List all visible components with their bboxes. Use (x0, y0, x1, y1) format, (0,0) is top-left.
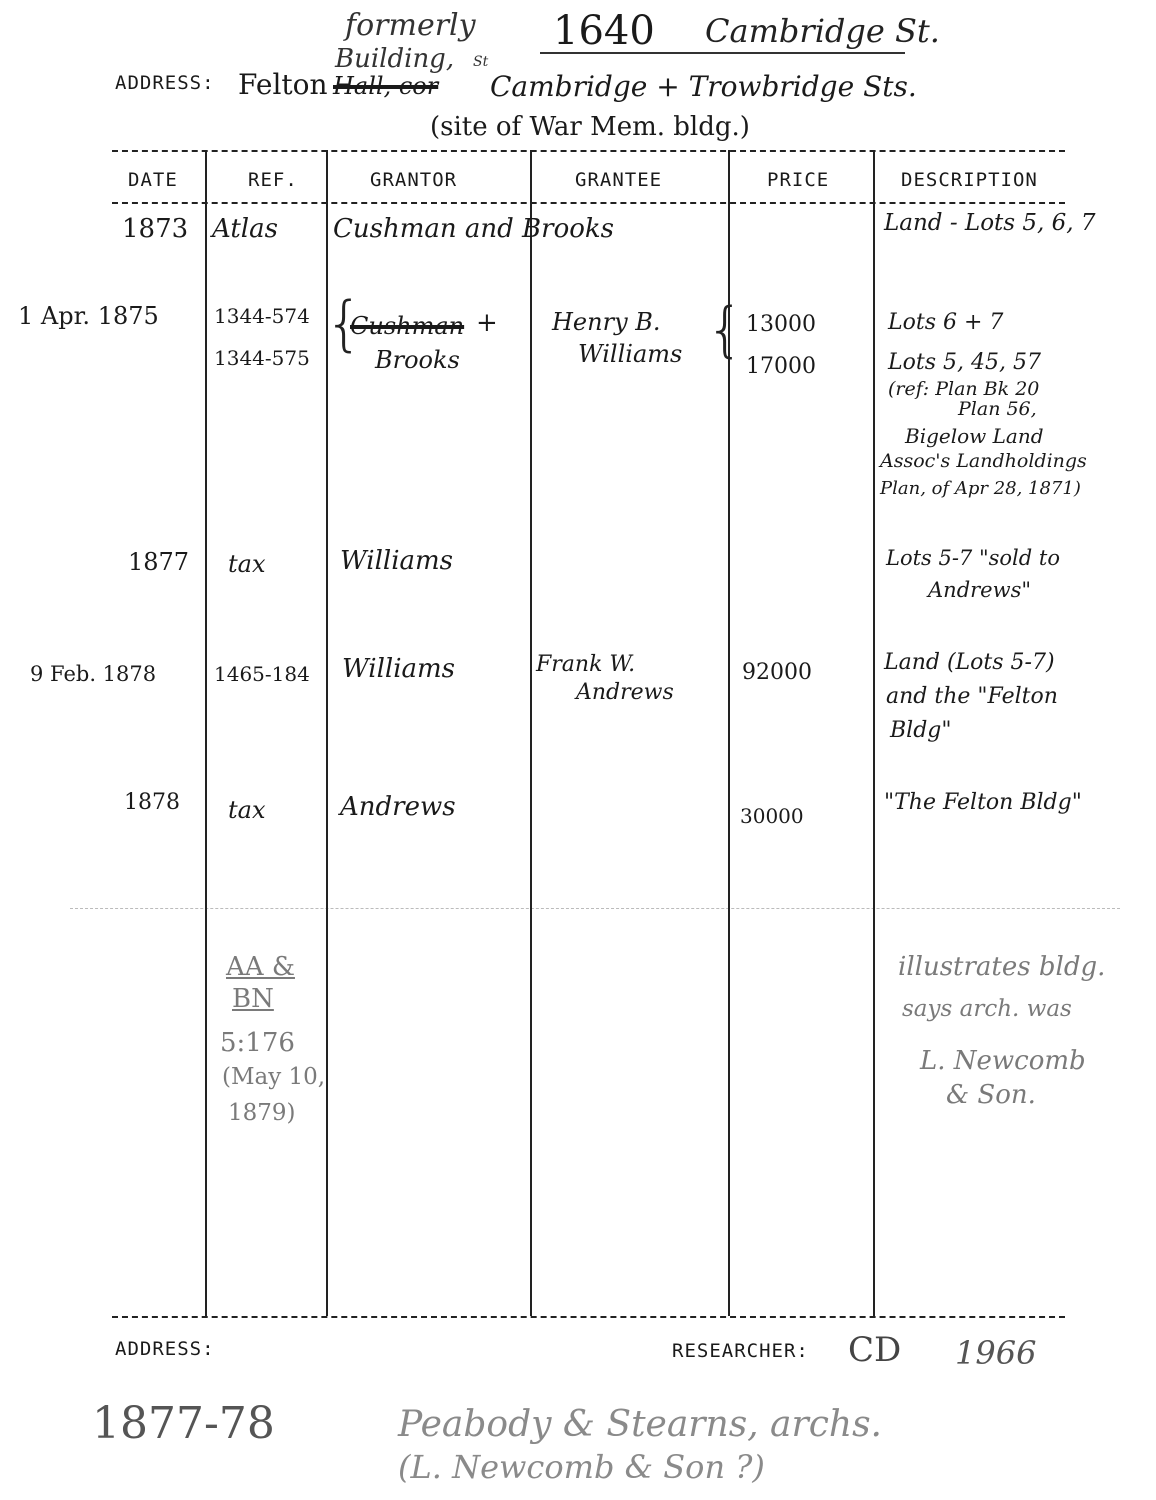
row3-ref: tax (228, 550, 266, 578)
row2-grantee-2: Williams (578, 340, 683, 368)
col-header-price: PRICE (767, 169, 830, 191)
row2-price-1: 13000 (746, 312, 816, 337)
row2-description-6: Assoc's Landholdings (880, 450, 1087, 472)
row2-grantee-1: Henry B. (552, 308, 661, 336)
table-bottom-rule (112, 1316, 1065, 1318)
row4-description-2: and the "Felton (886, 684, 1058, 709)
row4-grantor: Williams (342, 654, 456, 684)
col-header-date: DATE (128, 169, 178, 191)
row5-date: 1878 (124, 790, 180, 815)
col-header-description: DESCRIPTION (901, 169, 1038, 191)
col-divider-1 (205, 150, 207, 1316)
row1-date: 1873 (122, 214, 189, 244)
row4-grantee-2: Andrews (576, 680, 674, 705)
row2-description-2: Lots 5, 45, 57 (888, 350, 1041, 375)
pencil-description-2: says arch. was (902, 996, 1072, 1022)
row2-price-2: 17000 (746, 354, 816, 379)
researcher-year: 1966 (955, 1334, 1037, 1372)
row1-grantor: Cushman and Brooks (333, 214, 614, 244)
row2-description-7: Plan, of Apr 28, 1871) (880, 478, 1081, 499)
pencil-ref-1: AA & (226, 952, 295, 982)
col-header-ref: REF. (248, 169, 298, 191)
row2-grantor-plus: + (476, 308, 498, 338)
street-name: Cambridge St. (705, 12, 940, 50)
table-top-rule (112, 150, 1065, 152)
row4-price: 92000 (742, 660, 812, 685)
pencil-ref-2: BN (232, 984, 274, 1014)
row5-description: "The Felton Bldg" (884, 790, 1082, 815)
pencil-ref-5: 1879) (228, 1100, 296, 1126)
section-divider (70, 908, 1120, 909)
row5-price: 30000 (740, 804, 804, 828)
row2-date: 1 Apr. 1875 (18, 302, 159, 330)
pencil-ref-4: (May 10, (222, 1064, 326, 1090)
address-label: ADDRESS: (115, 72, 215, 94)
row2-grantor-struck: Cushman (350, 312, 465, 340)
row3-description-1: Lots 5-7 "sold to (886, 546, 1060, 570)
col-divider-5 (873, 150, 875, 1316)
row2-description-1: Lots 6 + 7 (888, 310, 1004, 335)
header-bottom-rule (112, 202, 1065, 204)
row2-ref-1: 1344-574 (214, 304, 310, 328)
row4-grantee-1: Frank W. (536, 652, 636, 677)
st-insert: St (473, 54, 489, 70)
cross-streets: Cambridge + Trowbridge Sts. (490, 70, 917, 103)
row3-date: 1877 (128, 548, 190, 576)
row3-grantor: Williams (340, 546, 454, 576)
col-divider-3 (530, 150, 532, 1316)
building-name: Felton (238, 68, 328, 101)
struck-text: Hall, cor (333, 72, 439, 100)
site-note: (site of War Mem. bldg.) (430, 112, 750, 142)
row2-description-5: Bigelow Land (905, 424, 1044, 448)
street-number: 1640 (553, 8, 655, 54)
row4-description-3: Bldg" (890, 718, 952, 743)
pencil-description-3: L. Newcomb (920, 1046, 1086, 1076)
row5-ref: tax (228, 796, 266, 824)
price-brace: { (706, 295, 745, 365)
row4-ref: 1465-184 (214, 662, 310, 686)
row2-ref-2: 1344-575 (214, 346, 310, 370)
pencil-description-4: & Son. (946, 1080, 1036, 1110)
date-built: 1877-78 (92, 1398, 275, 1449)
grantor-brace: { (325, 289, 364, 359)
row1-description: Land - Lots 5, 6, 7 (884, 210, 1096, 236)
row5-grantor: Andrews (340, 792, 456, 822)
row4-date: 9 Feb. 1878 (30, 662, 157, 686)
col-header-grantee: GRANTEE (575, 169, 663, 191)
builder-note: (L. Newcomb & Son ?) (398, 1448, 765, 1486)
footer-address-label: ADDRESS: (115, 1338, 215, 1360)
street-underline (540, 52, 905, 54)
row2-grantor-brooks: Brooks (375, 346, 460, 374)
formerly-note: formerly (345, 8, 476, 43)
researcher-label: RESEARCHER: (672, 1340, 809, 1362)
researcher-initials: CD (848, 1330, 902, 1370)
pencil-ref-3: 5:176 (220, 1028, 295, 1058)
building-insert: Building, (335, 44, 455, 74)
pencil-description-1: illustrates bldg. (898, 952, 1106, 982)
architects-note: Peabody & Stearns, archs. (398, 1404, 882, 1445)
col-header-grantor: GRANTOR (370, 169, 458, 191)
row2-description-4: Plan 56, (958, 398, 1037, 420)
row3-description-2: Andrews" (928, 578, 1032, 602)
row1-ref: Atlas (212, 214, 278, 244)
row4-description-1: Land (Lots 5-7) (884, 650, 1055, 675)
row2-description-3: (ref: Plan Bk 20 (888, 378, 1040, 400)
